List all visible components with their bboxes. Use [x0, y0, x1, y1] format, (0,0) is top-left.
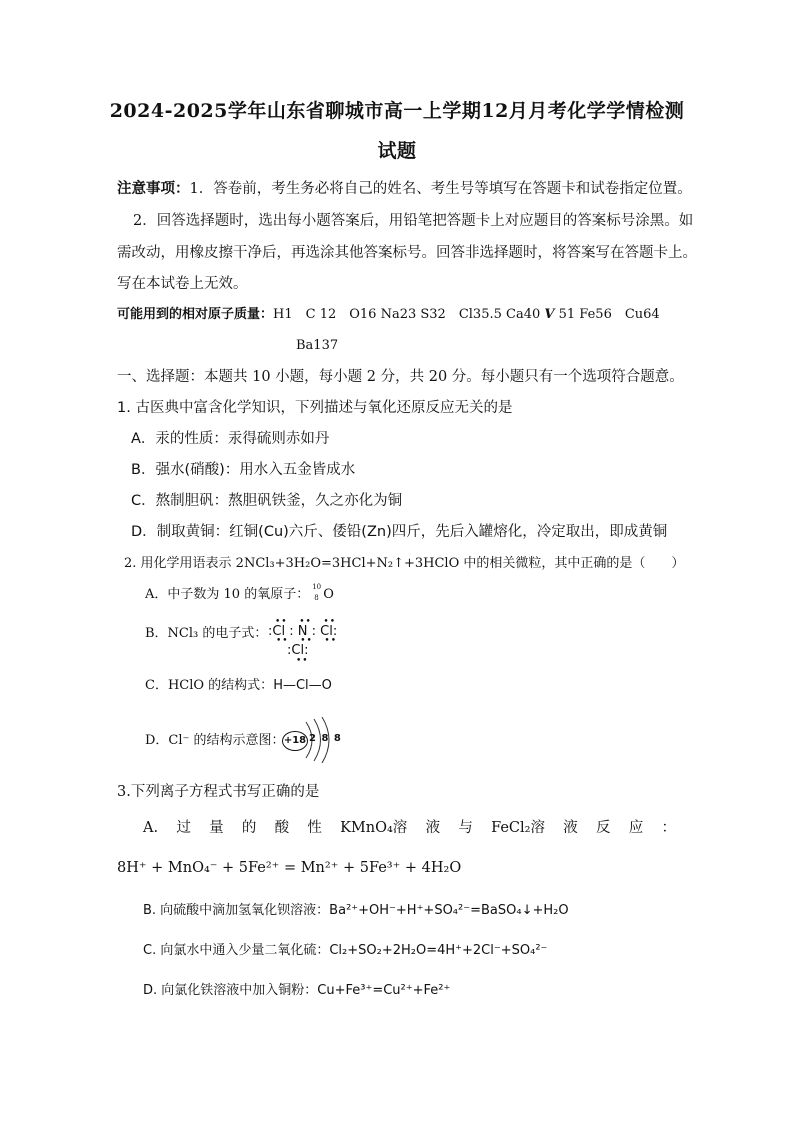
q1-option-a: A．汞的性质：汞得硫则赤如丹 [131, 431, 330, 447]
q3-a-word: 反 [595, 820, 611, 836]
lewis-bottom-row: :Cl: [287, 643, 309, 658]
atomic-mass-values-tail: 51 Fe56 Cu64 [554, 307, 660, 322]
q3-a-word: A. [143, 820, 159, 836]
atomic-mass-label: 可能用到的相对原子质量： [117, 307, 274, 322]
section1-heading: 一、选择题：本题共 10 小题，每小题 2 分，共 20 分。每小题只有一个选项符合题意。 [117, 369, 684, 385]
isotope-atomic-number: 8 [314, 594, 319, 602]
notice-item2-line1: 2．回答选择题时，选出每小题答案后，用铅笔把答题卡上对应题目的答案标号涂黑。如 [133, 213, 694, 229]
q2-option-b-text: B．NCl₃ 的电子式： [145, 626, 268, 641]
lewis-dots: •• •• •• [275, 617, 337, 627]
q3-stem: 3.下列离子方程式书写正确的是 [117, 784, 320, 800]
q3-a-word: 性 [307, 820, 322, 836]
q3-a-word: FeCl₂溶 [491, 820, 545, 836]
q1-option-b: B．强水(硝酸)：用水入五金皆成水 [131, 462, 356, 478]
atomic-mass-line1 [117, 305, 660, 325]
q3-option-a-equation: 8H⁺ + MnO₄⁻ + 5Fe²⁺ = Mn²⁺ + 5Fe³⁺ + 4H₂O [117, 860, 462, 876]
q3-a-word: 过 [176, 820, 191, 836]
q3-option-b: B. 向硫酸中滴加氢氧化钡溶液：Ba²⁺+OH⁻+H⁺+SO₄²⁻=BaSO₄↓+H₂O [143, 903, 569, 918]
lewis-dots: •• •• •• [276, 636, 338, 646]
lewis-cl-bottom: Cl [291, 643, 305, 658]
lewis-top-row: :Cl : N : Cl: [268, 624, 338, 639]
atomic-mass-values: H1 C 12 O16 Na23 S32 Cl35.5 Ca40 [273, 307, 541, 322]
q3-option-a-line1 [143, 818, 676, 838]
lewis-cl-left: Cl [272, 624, 286, 639]
notice-item2-line2: 需改动，用橡皮擦干净后，再选涂其他答案标号。回答非选择题时，将答案写在答题卡上。 [117, 245, 697, 261]
q2-option-a [145, 585, 334, 605]
q3-a-word: 量 [209, 820, 224, 836]
notice-line1 [117, 179, 692, 199]
notice-label: 注意事项： [117, 180, 190, 197]
electron-shell-counts: 2 8 8 [309, 733, 342, 744]
q3-a-word: 应 [628, 820, 644, 836]
lewis-n: N [297, 624, 308, 639]
paper-title-line1: 2024-2025学年山东省聊城市高一上学期12月月考化学学情检测 [109, 100, 685, 122]
q3-a-word: ： [661, 820, 676, 836]
q3-a-word: 的 [241, 820, 257, 836]
q3-a-word: KMnO₄溶 [340, 820, 408, 836]
paper-title-line2: 试题 [377, 140, 417, 162]
q2-option-d-text: D．Cl⁻ 的结构示意图： [145, 733, 285, 748]
notice-item2-line3: 写在本试卷上无效。 [117, 276, 248, 292]
q3-option-c: C. 向氯水中通入少量二氧化硫：Cl₂+SO₂+2H₂O=4H⁺+2Cl⁻+SO₄²⁻ [143, 943, 548, 958]
q3-a-word: 酸 [274, 820, 290, 836]
isotope-mass-number: 10 [312, 583, 322, 591]
atomic-mass-line2: Ba137 [296, 338, 339, 353]
q2-option-a-text: A．中子数为 10 的氧原子： [145, 587, 310, 602]
isotope-symbol: O [323, 587, 334, 602]
lewis-cl-right: Cl [320, 624, 333, 639]
q2-stem: 2. 用化学用语表示 2NCl₃+3H₂O=3HCl+N₂↑+3HClO 中的相关微粒，其中正确的是（ ） [124, 556, 685, 571]
nucleus-circle: +18 [282, 731, 308, 751]
q3-a-word: 液 [425, 820, 441, 836]
vanadium-symbol: V [544, 307, 555, 322]
q1-stem: 1. 古医典中富含化学知识，下列描述与氧化还原反应无关的是 [117, 400, 513, 416]
notice-item1: 1．答卷前，考生务必将自己的姓名、考生号等填写在答题卡和试卷指定位置。 [189, 181, 692, 197]
q3-option-d: D. 向氯化铁溶液中加入铜粉：Cu+Fe³⁺=Cu²⁺+Fe²⁺ [143, 983, 451, 998]
q2-option-c-text: C．HClO 的结构式： [145, 678, 274, 693]
isotope-notation [309, 585, 323, 605]
q2-option-c [145, 676, 332, 696]
q3-a-word: 液 [563, 820, 578, 836]
q1-option-c: C．熬制胆矾：熬胆矾铁釜，久之亦化为铜 [131, 493, 403, 509]
lewis-dots: •• [296, 656, 309, 666]
q1-option-d: D．制取黄铜：红铜(Cu)六斤、倭铅(Zn)四斤，先后入罐熔化，冷定取出，即成黄铜 [131, 524, 668, 540]
hclo-structural-formula: H—Cl—O [273, 678, 332, 693]
q3-a-word: 与 [458, 820, 473, 836]
